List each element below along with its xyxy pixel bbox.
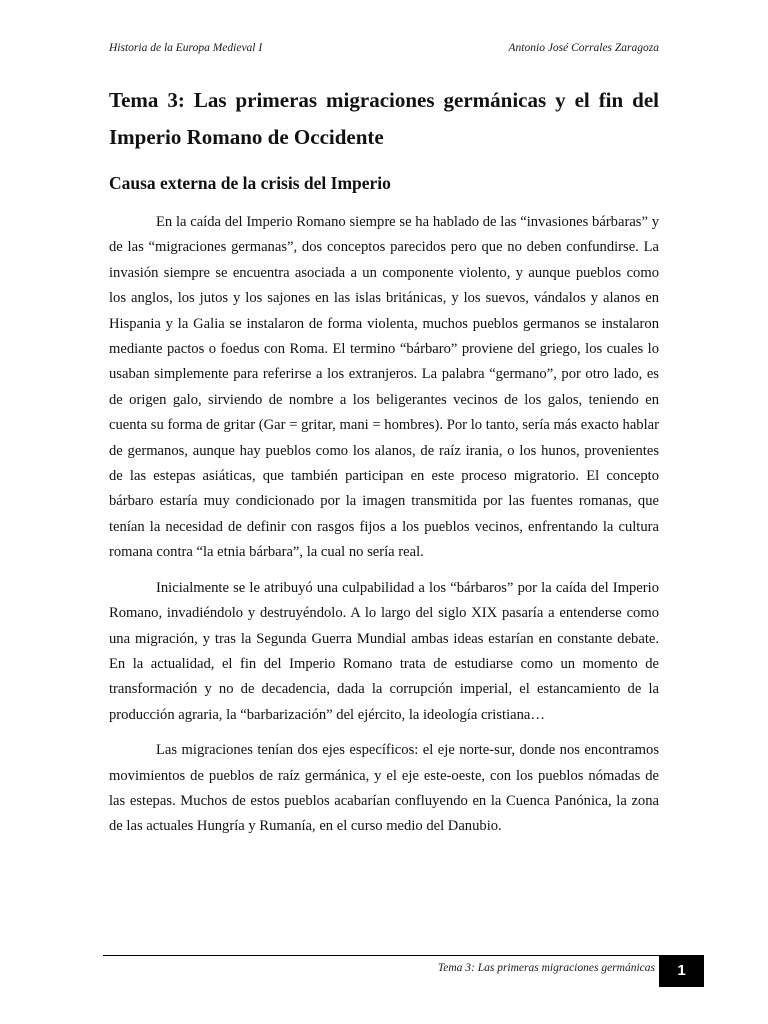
footer-topic: Tema 3: Las primeras migraciones germánicas	[437, 962, 655, 974]
document-title: Tema 3: Las primeras migraciones germánicas y el fin del Imperio Romano de Occidente	[109, 88, 659, 149]
footer-divider	[103, 955, 659, 956]
header-course-title: Historia de la Europa Medieval I	[109, 42, 263, 54]
header-author: Antonio José Corrales Zaragoza	[508, 42, 659, 54]
page-number-badge: 1	[659, 955, 704, 987]
paragraph-3: Las migraciones tenían dos ejes específicos: el eje norte-sur, donde nos encontramos movimientos de pueblos de raíz germánica, y el eje este-oeste, con los pueblos nómadas de las estepas. Muchos de estos pueblos acabarían confluyendo en la Cuenca Panónica, la zona de las actuales Hungría y Rumanía, en el curso medio del Danubio.	[109, 742, 659, 835]
running-header	[109, 42, 659, 62]
section-heading: Causa externa de la crisis del Imperio	[109, 173, 391, 193]
paragraph-1: En la caída del Imperio Romano siempre se ha hablado de las “invasiones bárbaras” y de las “migraciones germanas”, dos conceptos parecidos pero que no deben confundirse. La invasión siempre se encuentra asociada a un componente violento, y aunque pueblos como los anglos, los jutos y los sajones en las islas británicas, y los suevos, vándalos y alanos en Hispania y la Galia se instalaron de forma violenta, muchos pueblos germanos se instalaron mediante pactos o foedus con Roma. El termino “bárbaro” proviene del griego, los cuales lo usaban simplemente para referirse a los extranjeros. La palabra “germano”, por otro lado, es de origen galo, sirviendo de nombre a los beligerantes vecinos de los galos, teniendo en cuenta su forma de gritar (Gar = gritar, mani = hombres). Por lo tanto, sería más exacto hablar de germanos, aunque hay pueblos como los alanos, de raíz irania, o los hunos, provenientes de las estepas asiáticas, que también participan en este proceso migratorio. El concepto bárbaro estaría muy condicionado por la imagen transmitida por las fuentes romanas, que tenían la necesidad de definir con rasgos fijos a los pueblos vecinos, enfrentando la cultura romana contra “la etnia bárbara”, la cual no sería real.	[109, 214, 659, 561]
paragraph-2: Inicialmente se le atribuyó una culpabilidad a los “bárbaros” por la caída del Imperio Romano, invadiéndolo y destruyéndolo. A lo largo del siglo XIX pasaría a entenderse como una migración, y tras la Segunda Guerra Mundial ambas ideas estarían en constante debate. En la actualidad, el fin del Imperio Romano trata de estudiarse como un momento de transformación y no de decadencia, dada la corrupción imperial, el estancamiento de la producción agraria, la “barbarización” del ejército, la ideología cristiana…	[109, 579, 659, 723]
page-body	[109, 82, 659, 850]
